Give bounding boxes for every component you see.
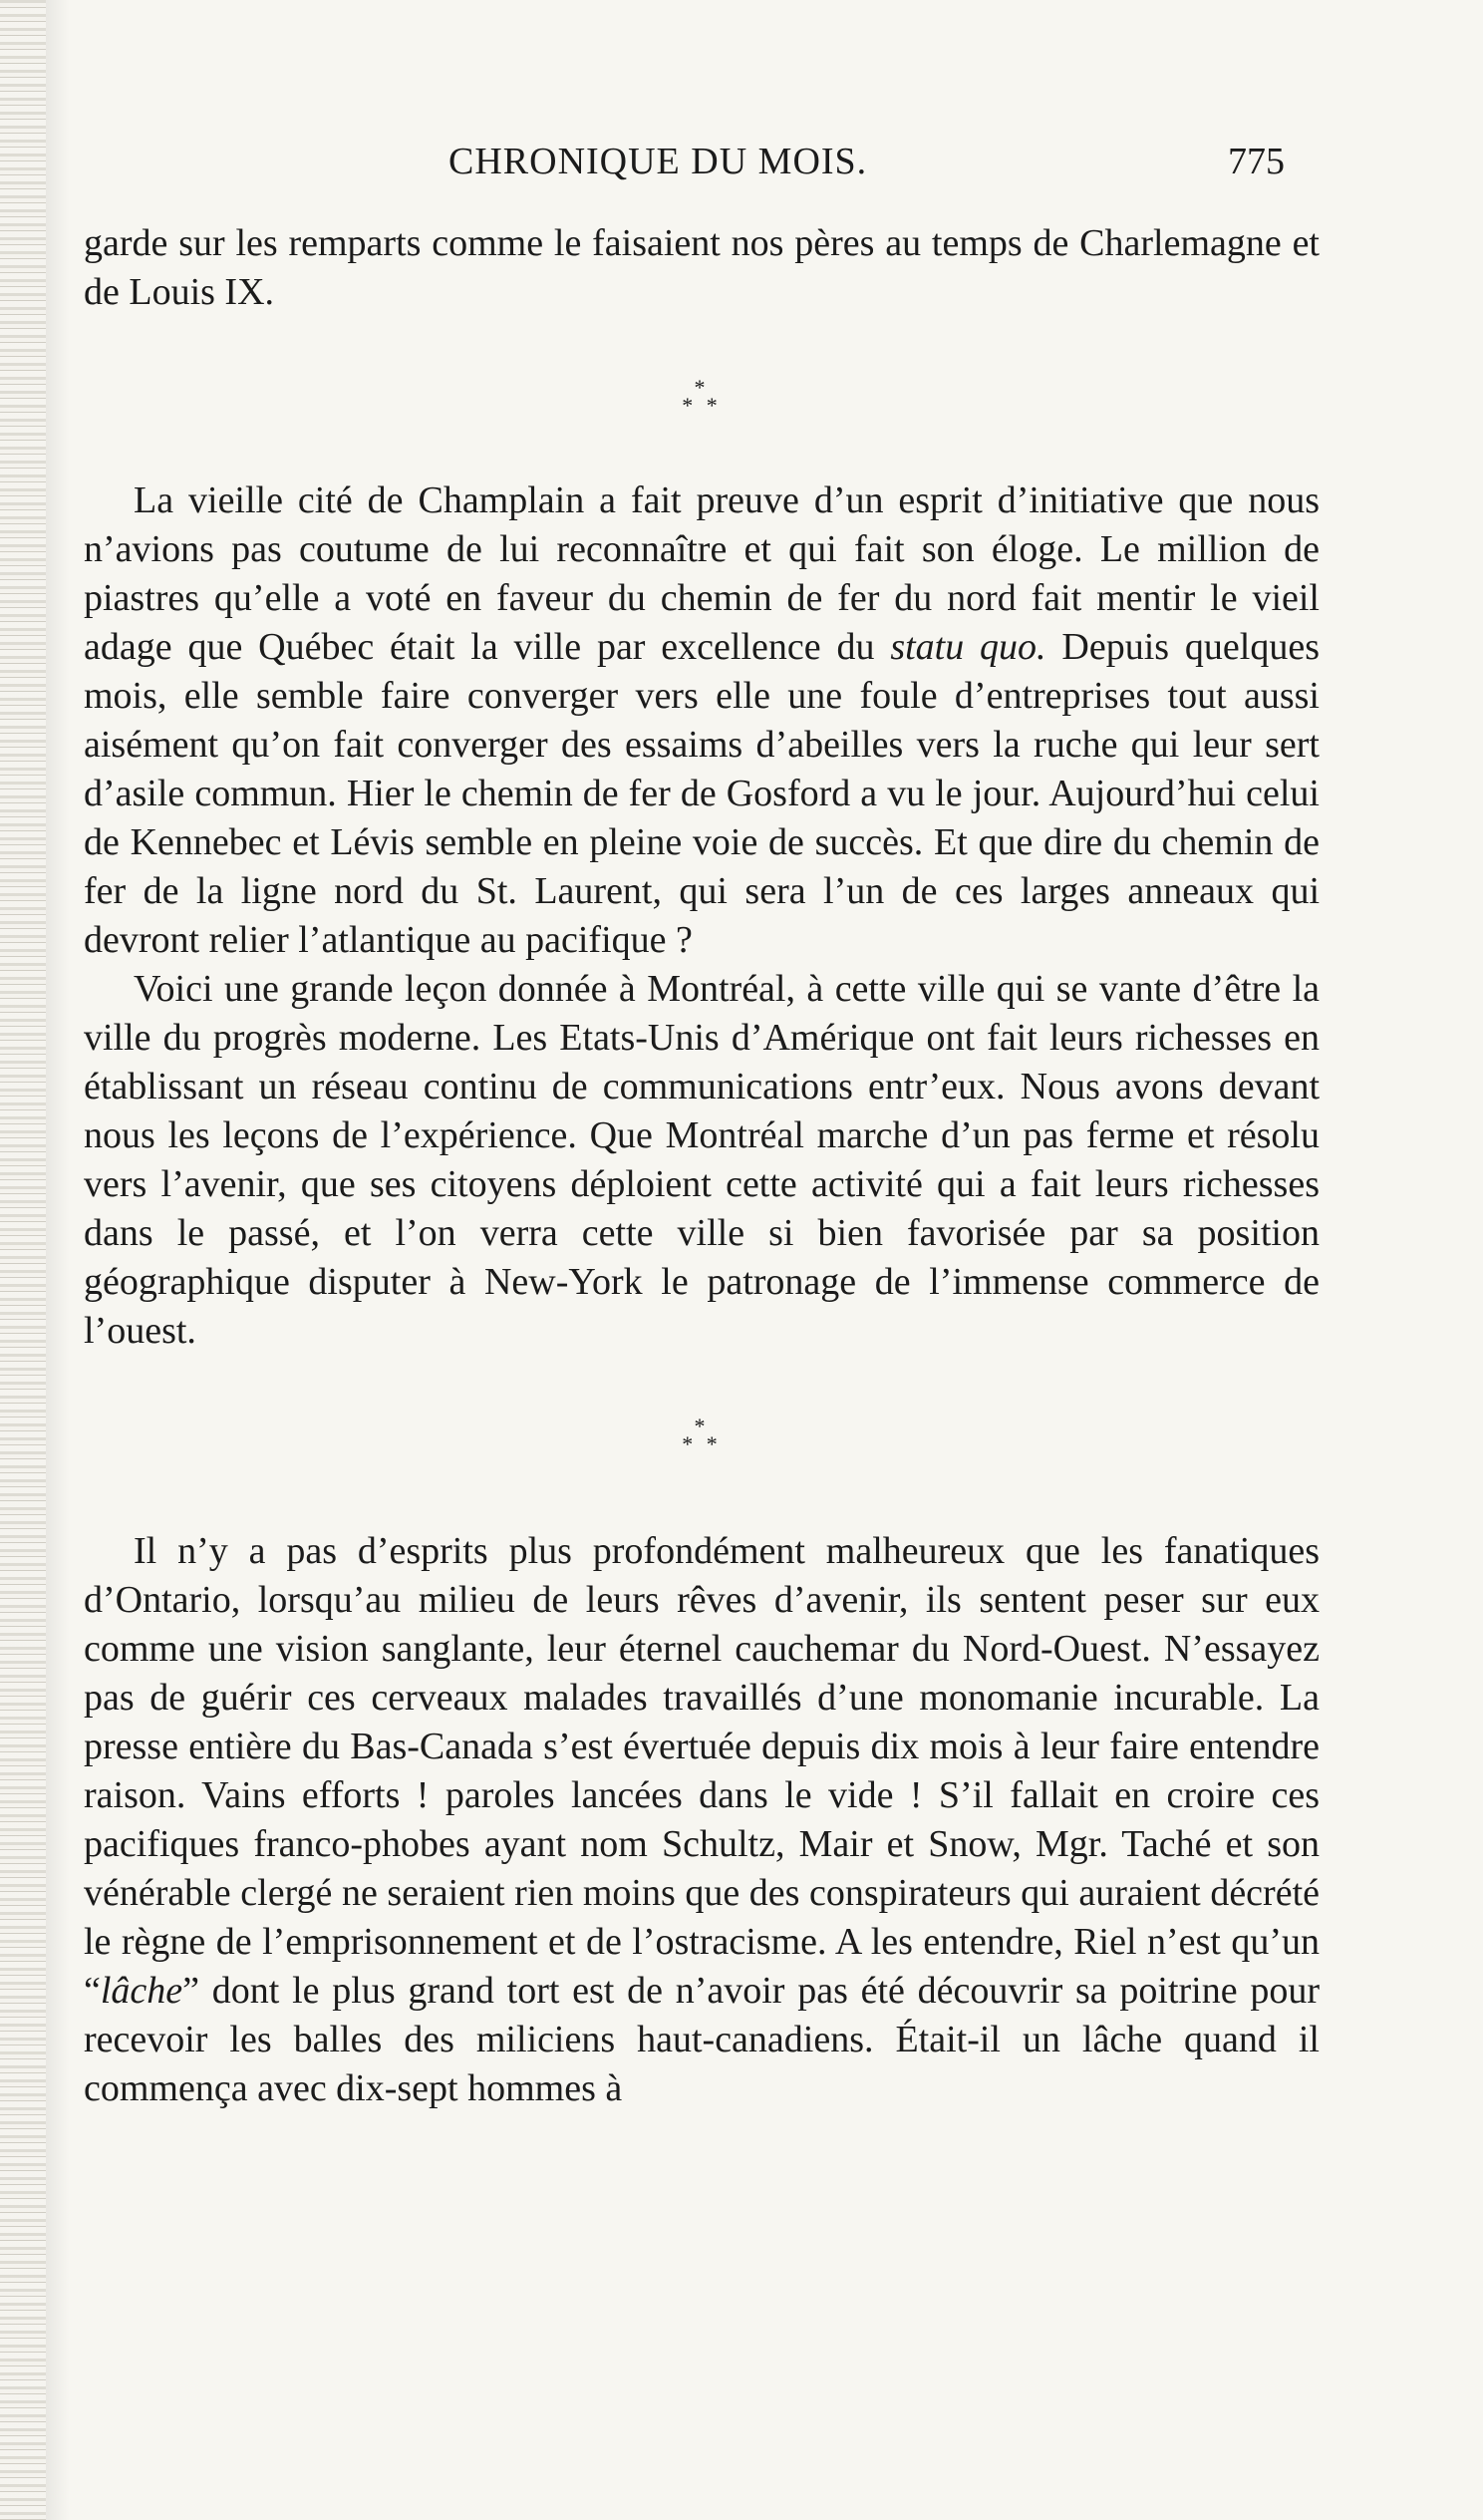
page-number: 775 [1228, 141, 1285, 182]
separator-bottom: * * [682, 1431, 722, 1456]
paragraph-quebec [84, 476, 1320, 965]
paragraph-montreal: Voici une grande leçon donnée à Montréal, à cette ville qui se vante d’être la ville du progrès moderne. Les Etats-Unis d’Amérique ont fait leurs richesses en établissant un réseau continu de communications entr’eux. Nous avons devant nous les leçons de l’expérience. Que Montréal marche d’un pas ferme et résolu vers l’avenir, que ses citoyens déploient cette activité qui a fait leurs richesses dans le passé, et l’on verra cette ville si bien favorisée par sa position géographique disputer à New-York le patronage de l’immense commerce de l’ouest. [84, 968, 1320, 1352]
page-header [0, 140, 1483, 199]
page-edge [0, 0, 46, 2520]
italic-word: lâche [100, 1970, 183, 2012]
paragraph-text: Il n’y a pas d’esprits plus profondément malheureux que les fanatiques d’Ontario, lorsqu’au milieu de leurs rêves d’avenir, ils sentent peser sur eux comme une vision sanglante, leur éternel cauchemar du Nord-Ouest. N’essayez pas de guérir ces cerveaux malades travaillés d’une monomanie incurable. La presse entière du Bas-Canada s’est évertuée depuis dix mois à leur faire entendre raison. Vains efforts ! paroles lancées dans le vide ! S’il fallait en croire ces pacifiques franco-phobes ayant nom Schultz, Mair et Snow, Mgr. Taché et son vénérable clergé ne seraient rien moins que des conspirateurs qui auraient décrété le règne de l’emprisonnement et de l’ostracisme. A les entendre, Riel n’est qu’un “ [84, 1530, 1320, 2012]
separator-top: * [694, 1414, 710, 1438]
running-title: CHRONIQUE DU MOIS. [448, 141, 868, 182]
page-gutter-shadow [46, 0, 70, 2520]
paragraph-text: Depuis quelques mois, elle semble faire converger vers elle une foule d’entreprises tout aussi aisément qu’on fait converger des essaims d’abeilles vers la ruche qui leur sert d’asile commun. Hier le chemin de fer de Gosford a vu le jour. Aujourd’hui celui de Kennebec et Lévis semble en pleine voie de succès. Et que dire du chemin de fer de la ligne nord du St. Laurent, qui sera l’un de ces larges anneaux qui devront relier l’atlantique au pacifique ? [84, 626, 1320, 961]
separator-bottom: * * [682, 393, 722, 418]
separator-top: * [694, 375, 710, 400]
section-separator [84, 1414, 1320, 1456]
paragraph-ontario [84, 1527, 1320, 2113]
section-separator [84, 375, 1320, 418]
paragraph-text: La vieille cité de Champlain a fait preuve d’un esprit d’initiative que nous n’avions pas coutume de lui reconnaître et qui fait son éloge. Le million de piastres qu’elle a voté en faveur du chemin de fer du nord fait mentir le vieil adage que Québec était la ville par excellence du [84, 479, 1320, 668]
paragraph-text: ” dont le plus grand tort est de n’avoir pas été découvrir sa poitrine pour recevoir les balles des miliciens haut-canadiens. Était-il un lâche quand il commença avec dix-sept hommes à [84, 1970, 1320, 2109]
continuation-paragraph: garde sur les remparts comme le faisaient nos pères au temps de Charlemagne et de Louis IX. [84, 222, 1320, 313]
page-body [84, 219, 1320, 2113]
italic-phrase: statu quo. [890, 626, 1046, 668]
